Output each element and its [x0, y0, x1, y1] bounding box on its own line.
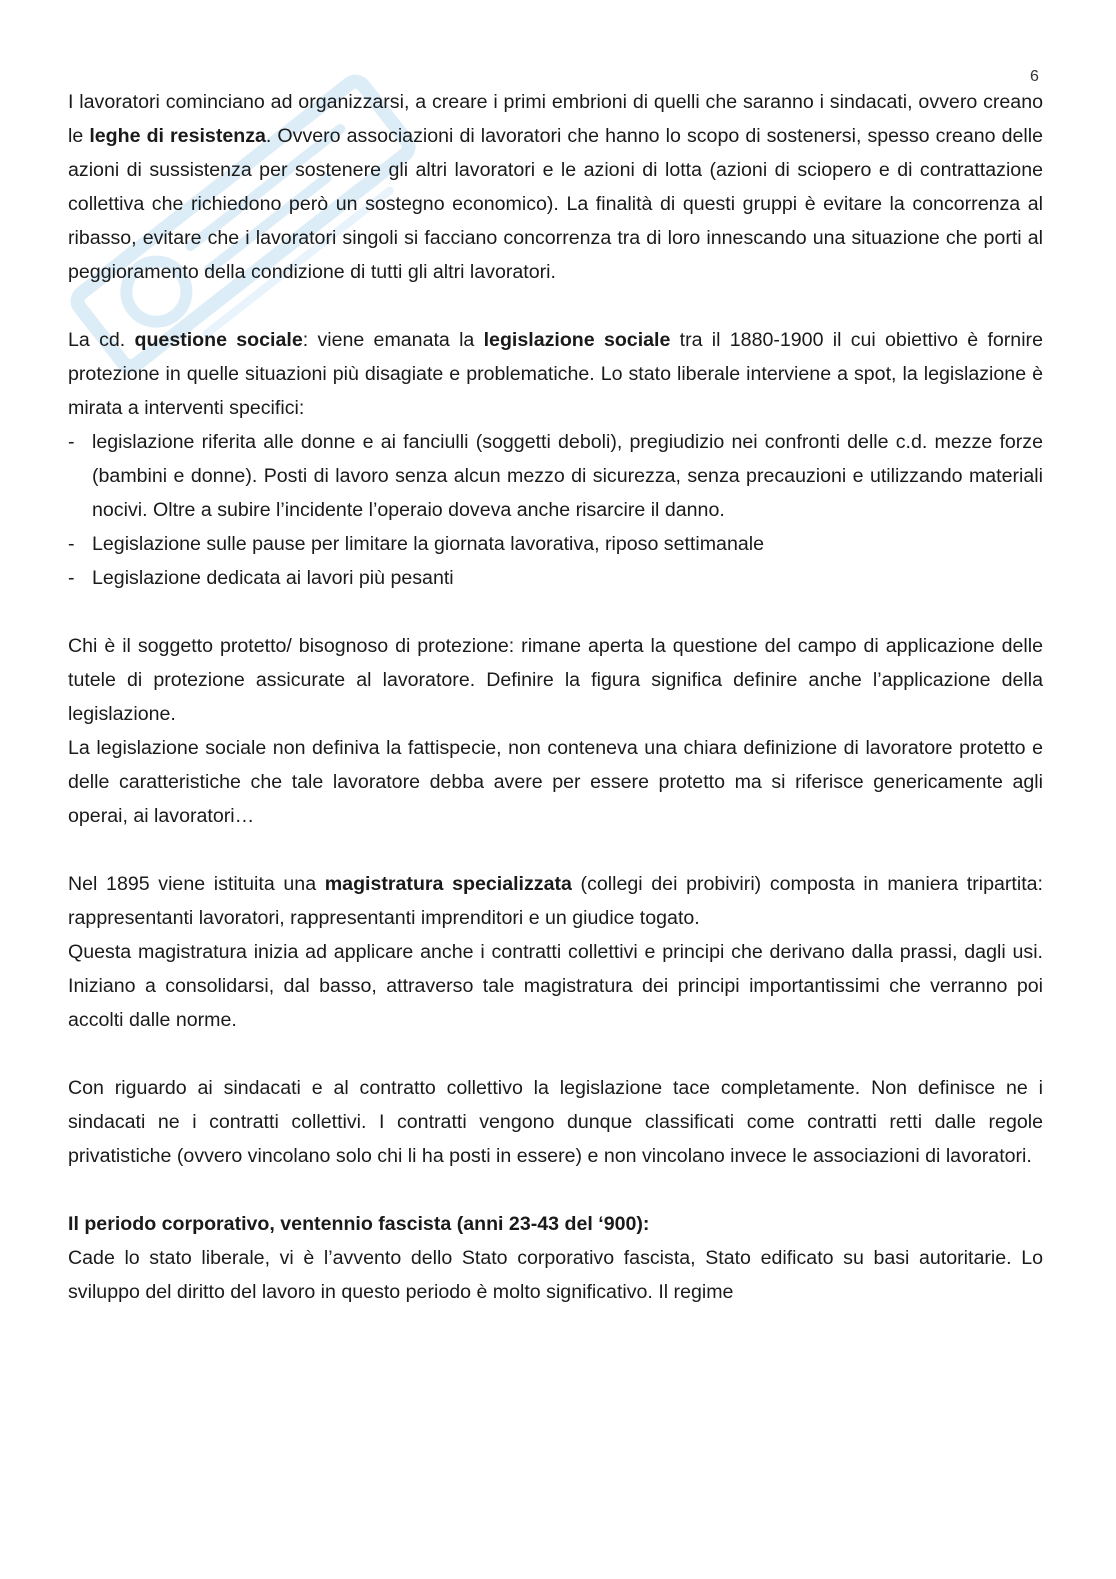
dash-list [68, 425, 1043, 595]
list-item [68, 425, 1043, 527]
list-item [68, 561, 1043, 595]
list-item-text: Legislazione dedicata ai lavori più pesanti [92, 567, 454, 589]
paragraph-gap [68, 1173, 1043, 1207]
paragraph-gap [68, 595, 1043, 629]
paragraph-gap [68, 833, 1043, 867]
paragraph-7: Con riguardo ai sindacati e al contratto collettivo la legislazione tace completamente. Non definisce ne i sindacati ne i contratti collettivi. I contratti vengono dunque classificati come contratti retti dalle regole privatistiche (ovvero vincolano solo chi li ha posti in essere) e non vincolano invece le associazioni di lavoratori. [68, 1077, 1043, 1167]
bold-term-legislazione-sociale: legislazione sociale [483, 329, 671, 351]
paragraph-4: La legislazione sociale non definiva la fattispecie, non conteneva una chiara definizione di lavoratore protetto e delle caratteristiche che tale lavoratore debba avere per essere protetto ma si riferisce genericamente agli operai, ai lavoratori… [68, 737, 1043, 827]
bold-term-magistratura: magistratura specializzata [324, 873, 572, 895]
paragraph-1 [68, 85, 1043, 289]
document-body [68, 85, 1043, 1309]
paragraph-gap [68, 289, 1043, 323]
dash-bullet: - [68, 567, 75, 589]
paragraph-gap [68, 1037, 1043, 1071]
paragraph-5-text-c: (collegi dei probiviri) composta in maniera tripartita: rappresentanti lavoratori, rappresentanti imprenditori e un giudice togato. [68, 873, 1043, 929]
list-item-text: Legislazione sulle pause per limitare la giornata lavorativa, riposo settimanale [92, 533, 764, 555]
paragraph-8: Cade lo stato liberale, vi è l’avvento dello Stato corporativo fascista, Stato edificato su basi autoritarie. Lo sviluppo del diritto del lavoro in questo periodo è molto significativo. Il regime [68, 1247, 1043, 1303]
paragraph-5 [68, 867, 1043, 935]
paragraph-1-text-a: I lavoratori cominciano ad organizzarsi, a creare i primi embrioni di quelli che saranno i sindacati, ovvero creano le [68, 91, 1043, 147]
list-item-text: legislazione riferita alle donne e ai fanciulli (soggetti deboli), pregiudizio nei confronti delle c.d. mezze forze (bambini e donne). Posti di lavoro senza alcun mezzo di sicurezza, senza precauzioni e utilizzando materiali nocivi. Oltre a subire l’incidente l’operaio doveva anche risarcire il danno. [92, 431, 1043, 521]
paragraph-3: Chi è il soggetto protetto/ bisognoso di protezione: rimane aperta la questione del campo di applicazione delle tutele di protezione assicurate al lavoratore. Definire la figura significa definire anche l’applicazione della legislazione. [68, 635, 1043, 725]
dash-bullet: - [68, 533, 75, 555]
section-heading: Il periodo corporativo, ventennio fascista (anni 23-43 del ‘900): [68, 1213, 650, 1235]
dash-bullet: - [68, 431, 75, 453]
page-number: 6 [1030, 68, 1039, 85]
bold-term-questione-sociale: questione sociale [134, 329, 303, 351]
paragraph-5-text-a: Nel 1895 viene istituita una [68, 873, 325, 895]
list-item [68, 527, 1043, 561]
paragraph-2-text-d: tra il 1880-1900 il cui obiettivo è fornire protezione in quelle situazioni più disagiate e problematiche. Lo stato liberale interviene a spot, la legislazione è mirata a interventi specifici: [68, 329, 1043, 419]
bold-term-leghe: leghe di resistenza [89, 125, 266, 147]
paragraph-2-text-a: La cd. [68, 329, 135, 351]
paragraph-6: Questa magistratura inizia ad applicare anche i contratti collettivi e principi che derivano dalla prassi, dagli usi. Iniziano a consolidarsi, dal basso, attraverso tale magistratura dei principi importantissimi che verranno poi accolti dalle norme. [68, 941, 1043, 1031]
paragraph-2-text-c: : viene emanata la [302, 329, 484, 351]
paragraph-2 [68, 323, 1043, 425]
paragraph-1-text-c: . Ovvero associazioni di lavoratori che hanno lo scopo di sostenersi, spesso creano delle azioni di sussistenza per sostenere gli altri lavoratori e le azioni di lotta (azioni di sciopero e di contrattazione collettiva che richiedono però un sostegno economico). La finalità di questi gruppi è evitare la concorrenza al ribasso, evitare che i lavoratori singoli si facciano concorrenza tra di loro innescando una situazione che porti al peggioramento della condizione di tutti gli altri lavoratori. [68, 125, 1043, 283]
